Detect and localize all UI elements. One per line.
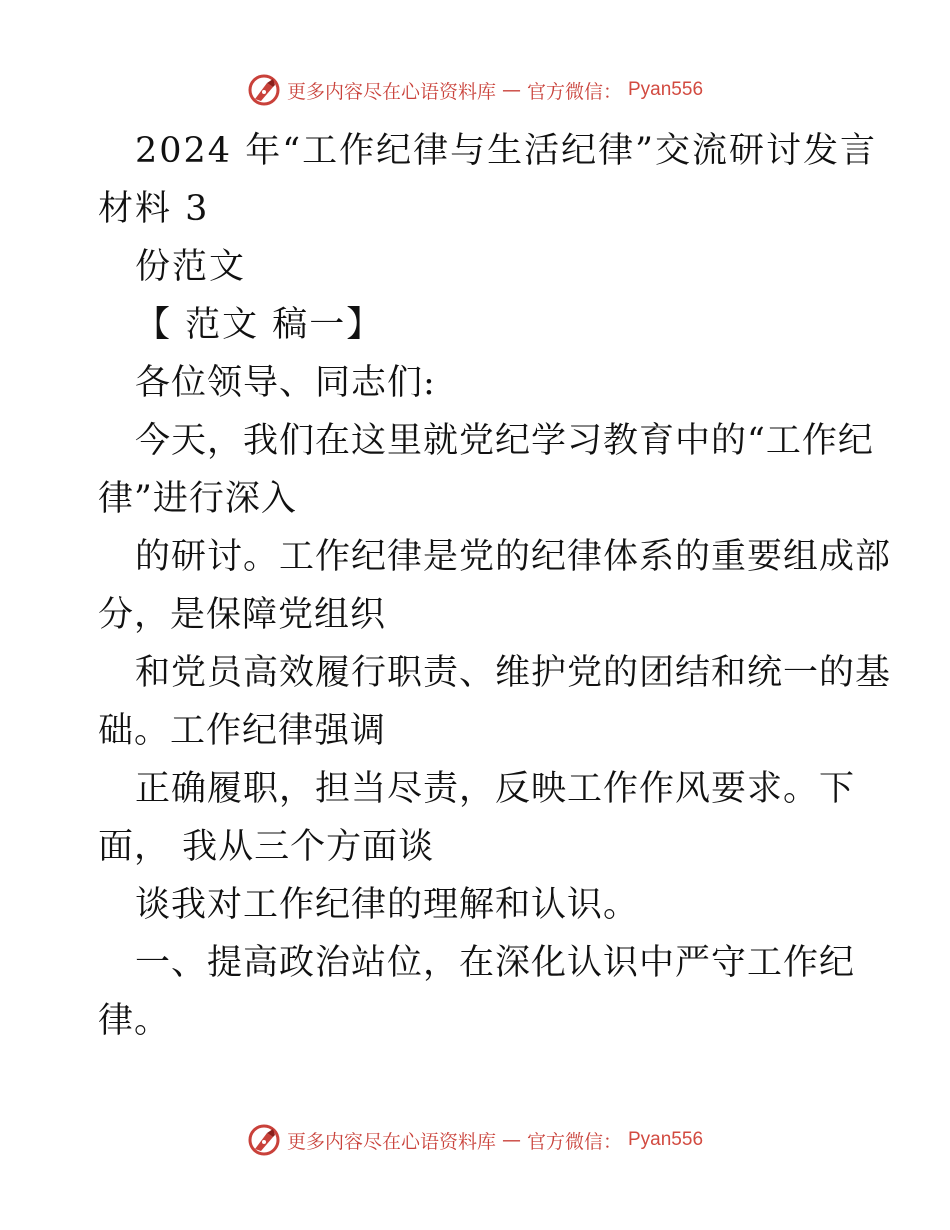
watermark-text: 更多内容尽在心语资料库 [286, 1130, 496, 1153]
section-label: 【 范文 稿一】 [135, 305, 384, 345]
watermark-separator: — [501, 79, 521, 101]
header-watermark [0, 70, 950, 110]
paragraph-line: 的研讨。工作纪律是党的纪律体系的重要组成部 [135, 537, 892, 577]
watermark-separator: — [501, 1129, 521, 1151]
footer-watermark [0, 1120, 950, 1160]
paragraph-line: 分，是保障党组织 [98, 595, 387, 635]
paragraph-line: 础。工作纪律强调 [98, 711, 387, 751]
paragraph-line: 面， 我从三个方面谈 [98, 827, 435, 867]
paragraph-line: 今天，我们在这里就党纪学习教育中的“工作纪 [135, 421, 874, 461]
pen-nib-logo-icon [247, 73, 281, 107]
watermark-wechat-id: Pyan556 [628, 1129, 704, 1150]
watermark-contact-label: 官方微信： [526, 1130, 622, 1153]
document-body [98, 122, 892, 1050]
document-title-line-2: 材料 3 [98, 189, 210, 229]
section-heading-line: 律。 [98, 1001, 171, 1041]
pen-nib-logo-icon [247, 1123, 281, 1157]
watermark-wechat-id: Pyan556 [628, 79, 704, 100]
paragraph-line: 律”进行深入 [98, 479, 297, 519]
watermark-text: 更多内容尽在心语资料库 [286, 80, 496, 103]
paragraph-line: 正确履职，担当尽责，反映工作作风要求。下 [135, 769, 856, 809]
paragraph-line: 和党员高效履行职责、维护党的团结和统一的基 [135, 653, 892, 693]
document-title-line-3: 份范文 [135, 247, 247, 287]
salutation: 各位领导、同志们: [135, 363, 436, 403]
paragraph-line: 谈我对工作纪律的理解和认识。 [135, 885, 640, 925]
watermark-contact-label: 官方微信： [526, 80, 622, 103]
document-title-line-1: 2024 年“工作纪律与生活纪律”交流研讨发言 [135, 131, 877, 171]
section-heading-line: 一、提高政治站位，在深化认识中严守工作纪 [135, 943, 856, 983]
